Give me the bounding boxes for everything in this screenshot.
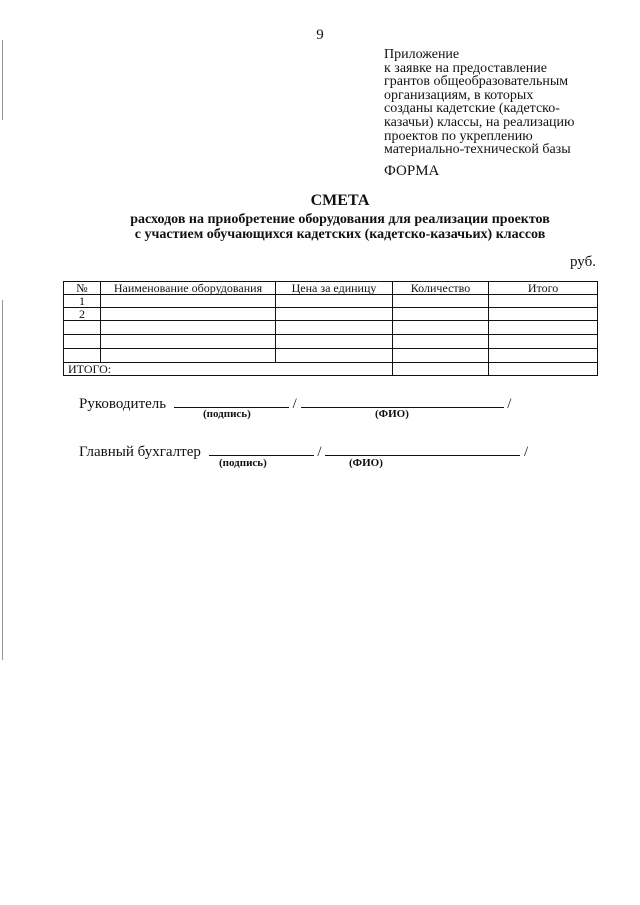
total-cell[interactable] (489, 295, 598, 308)
header-number: № (64, 282, 101, 295)
table-row (64, 308, 598, 321)
header-unit-price: Цена за единицу (276, 282, 393, 295)
appendix-line: созданы кадетские (кадетско- (384, 101, 560, 117)
quantity-cell[interactable] (393, 335, 489, 349)
header-equipment-name: Наименование оборудования (101, 282, 276, 295)
document-subtitle (0, 212, 640, 242)
appendix-line: к заявке на предоставление (384, 60, 548, 76)
total-cell[interactable] (489, 349, 598, 363)
document-title: СМЕТА (310, 192, 370, 209)
accountant-name-line[interactable] (325, 441, 520, 456)
unit-price-cell[interactable] (276, 335, 393, 349)
equipment-name-cell[interactable] (101, 308, 276, 321)
slash-separator: / (507, 396, 512, 412)
budget-table (63, 281, 598, 376)
signature-hint: (подпись) (203, 408, 251, 420)
accountant-signature-line[interactable] (209, 441, 314, 456)
row-number-cell: 2 (64, 308, 101, 321)
row-number-cell: 1 (64, 295, 101, 308)
head-signature-row (79, 393, 511, 413)
form-label: ФОРМА (384, 163, 440, 179)
table-row (64, 349, 598, 363)
total-quantity-cell[interactable] (393, 363, 489, 376)
equipment-name-cell[interactable] (101, 335, 276, 349)
header-total: Итого (489, 282, 598, 295)
grand-total-cell[interactable] (489, 363, 598, 376)
total-label: ИТОГО: (64, 363, 393, 376)
table-row (64, 295, 598, 308)
unit-price-cell[interactable] (276, 321, 393, 335)
name-hint: (ФИО) (375, 408, 409, 420)
appendix-line: материально-технической базы (384, 142, 571, 158)
head-name-line[interactable] (301, 393, 504, 408)
scan-edge-mark (2, 300, 3, 660)
appendix-line: Приложение (384, 47, 460, 62)
accountant-signature-row (79, 441, 528, 461)
slash-separator: / (317, 444, 322, 460)
appendix-line: казачьи) классы, на реализацию (384, 114, 575, 130)
currency-unit: руб. (570, 254, 596, 270)
appendix-line: проектов по укреплению (384, 128, 533, 144)
unit-price-cell[interactable] (276, 308, 393, 321)
total-cell[interactable] (489, 308, 598, 321)
table-row (64, 321, 598, 335)
quantity-cell[interactable] (393, 321, 489, 335)
total-cell[interactable] (489, 321, 598, 335)
table-total-row (64, 363, 598, 376)
accountant-label: Главный бухгалтер (79, 444, 201, 460)
equipment-name-cell[interactable] (101, 349, 276, 363)
appendix-line: организациям, в которых (384, 87, 534, 103)
row-number-cell (64, 349, 101, 363)
quantity-cell[interactable] (393, 308, 489, 321)
quantity-cell[interactable] (393, 295, 489, 308)
total-cell[interactable] (489, 335, 598, 349)
slash-separator: / (524, 444, 529, 460)
subtitle-line: расходов на приобретение оборудования для реализации проектов (130, 212, 550, 227)
quantity-cell[interactable] (393, 349, 489, 363)
table-row (64, 335, 598, 349)
head-signature-line[interactable] (174, 393, 289, 408)
unit-price-cell[interactable] (276, 295, 393, 308)
appendix-note (384, 48, 614, 157)
signature-hint: (подпись) (219, 457, 267, 469)
scan-edge-mark (2, 40, 3, 120)
name-hint: (ФИО) (349, 457, 383, 469)
row-number-cell (64, 321, 101, 335)
head-label: Руководитель (79, 396, 167, 412)
equipment-name-cell[interactable] (101, 321, 276, 335)
subtitle-line: с участием обучающихся кадетских (кадетско-казачьих) классов (134, 227, 546, 242)
row-number-cell (64, 335, 101, 349)
header-quantity: Количество (393, 282, 489, 295)
unit-price-cell[interactable] (276, 349, 393, 363)
equipment-name-cell[interactable] (101, 295, 276, 308)
slash-separator: / (292, 396, 297, 412)
appendix-line: грантов общеобразовательным (384, 74, 569, 90)
page-number: 9 (316, 27, 324, 43)
table-header-row (64, 282, 598, 295)
